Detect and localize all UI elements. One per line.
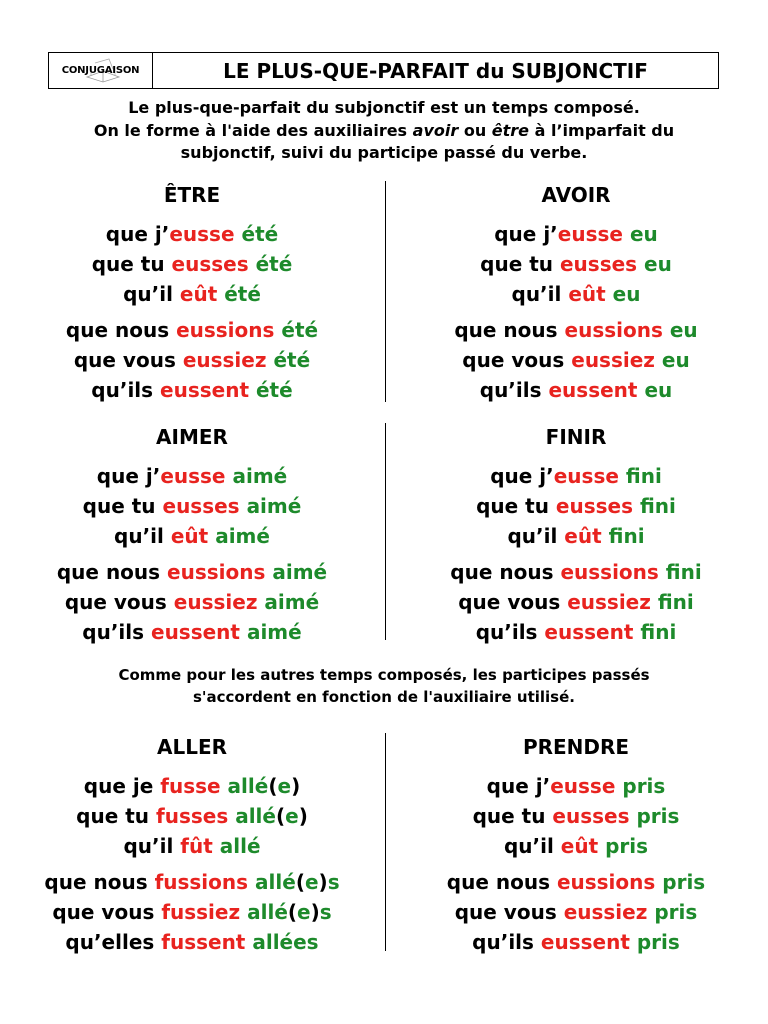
participle: allé( [235, 804, 286, 828]
verb-block-avoir [384, 183, 768, 405]
pronoun: qu’il [511, 282, 569, 306]
auxiliary: eussent [544, 620, 634, 644]
auxiliary: eusse [557, 222, 623, 246]
pronoun: que vous [64, 590, 174, 614]
agreement-mark: e [297, 900, 311, 924]
auxiliary: eussiez [571, 348, 655, 372]
auxiliary: eût [170, 524, 209, 548]
pronoun: que nous [454, 318, 565, 342]
auxiliary: eusses [552, 804, 630, 828]
pronoun: qu’elles [65, 930, 162, 954]
conjugation-row [384, 219, 768, 249]
conjugation-row [0, 249, 384, 279]
verb-block-prendre [384, 735, 768, 957]
space [619, 464, 626, 488]
pronoun: qu’il [114, 524, 171, 548]
space [630, 930, 637, 954]
agreement-note [0, 665, 768, 708]
auxiliary: fût [180, 834, 213, 858]
verb-block-finir [384, 425, 768, 647]
pronoun: qu’ils [91, 378, 161, 402]
conjugation-row [0, 897, 384, 927]
pronoun: qu’il [507, 524, 565, 548]
conjugation-rows [384, 771, 768, 957]
pronoun: qu’ils [479, 378, 549, 402]
verb-heading: AIMER [156, 425, 228, 449]
auxiliary: eût [179, 282, 218, 306]
pronoun: que nous [44, 870, 155, 894]
participle: )s [310, 900, 332, 924]
pronoun: que j’ [494, 222, 558, 246]
header-box [48, 52, 719, 89]
conjugation-row [0, 345, 384, 375]
auxiliary: eusse [160, 464, 226, 488]
conjugation-rows [0, 219, 384, 405]
agreement-mark: e [277, 774, 292, 798]
pronoun: que vous [454, 900, 564, 924]
auxiliary: eussions [167, 560, 266, 584]
agreement-mark: e [285, 804, 299, 828]
space [240, 620, 247, 644]
conjugation-row [384, 249, 768, 279]
auxiliary: fusse [160, 774, 221, 798]
verb-heading: FINIR [545, 425, 607, 449]
participle: pris [605, 834, 649, 858]
auxiliary: eusses [171, 252, 249, 276]
participle: été [255, 252, 293, 276]
conjugation-row [384, 345, 768, 375]
pronoun: que tu [76, 804, 156, 828]
auxiliary: eussent [548, 378, 638, 402]
conjugation-rows [384, 219, 768, 405]
page-title: LE PLUS-QUE-PARFAIT du SUBJONCTIF [223, 58, 648, 83]
participle: fini [608, 524, 645, 548]
auxiliary: eût [568, 282, 606, 306]
space [633, 494, 640, 518]
conjugation-row [384, 617, 768, 647]
pronoun: qu’ils [82, 620, 151, 644]
conjugation-rows [0, 771, 384, 957]
participle: eu [644, 378, 673, 402]
space [249, 252, 256, 276]
conjugaison-badge [49, 53, 153, 88]
badge-label: CONJUGAISON [61, 65, 140, 76]
pronoun: que vous [73, 348, 183, 372]
participle: été [273, 348, 311, 372]
pronoun: que j’ [486, 774, 551, 798]
space [235, 222, 242, 246]
conjugation-row [384, 897, 768, 927]
conjugation-row [384, 461, 768, 491]
verb-block-aimer [0, 425, 384, 647]
intro-paragraph [0, 97, 768, 165]
conjugation-row [0, 219, 384, 249]
pronoun: que j’ [105, 222, 170, 246]
intro-avoir: avoir [412, 120, 459, 140]
auxiliary: fussions [154, 870, 249, 894]
conjugation-row [0, 375, 384, 405]
conjugation-row [384, 587, 768, 617]
pronoun: que vous [52, 900, 162, 924]
participle: été [224, 282, 261, 306]
space [637, 252, 644, 276]
participle: eu [669, 318, 698, 342]
space [651, 590, 658, 614]
conjugation-row [384, 521, 768, 551]
space [623, 222, 630, 246]
pronoun: que tu [476, 494, 556, 518]
space [606, 282, 613, 306]
conjugation-row [0, 315, 384, 345]
space [213, 834, 220, 858]
participle: allé [219, 834, 261, 858]
participle: allé( [255, 870, 305, 894]
participle: eu [644, 252, 672, 276]
verb-heading: PRENDRE [522, 735, 630, 759]
pronoun: que nous [56, 560, 168, 584]
auxiliary: eussiez [563, 900, 648, 924]
space [659, 560, 666, 584]
participle: aimé [215, 524, 270, 548]
conjugation-row [0, 279, 384, 309]
pronoun: que tu [480, 252, 560, 276]
conjugation-row [384, 771, 768, 801]
conjugation-row [0, 461, 384, 491]
intro-text: On le forme à l'aide des auxiliaires [93, 120, 413, 140]
note-line-2: s'accordent en fonction de l'auxiliaire utilisé. [192, 687, 575, 706]
pronoun: que vous [462, 348, 572, 372]
auxiliary: eussions [176, 318, 275, 342]
participle: été [281, 318, 319, 342]
conjugation-row [384, 831, 768, 861]
auxiliary: eût [560, 834, 599, 858]
pronoun: que j’ [490, 464, 554, 488]
space [221, 774, 228, 798]
space [655, 348, 662, 372]
participle: fini [625, 464, 662, 488]
conjugation-row [384, 279, 768, 309]
auxiliary: eusses [559, 252, 638, 276]
auxiliary: eût [564, 524, 602, 548]
intro-line-2 [0, 120, 768, 143]
auxiliary: eussions [564, 318, 663, 342]
space [249, 378, 256, 402]
auxiliary: eussiez [182, 348, 267, 372]
participle: eu [661, 348, 690, 372]
space [240, 494, 247, 518]
conjugation-rows [384, 461, 768, 647]
verb-heading: AVOIR [541, 183, 611, 207]
participle: pris [622, 774, 666, 798]
auxiliary: fusses [156, 804, 229, 828]
participle: ) [298, 804, 308, 828]
participle: eu [629, 222, 658, 246]
conjugation-row [0, 801, 384, 831]
participle: eu [612, 282, 641, 306]
participle: été [241, 222, 279, 246]
auxiliary: eussent [151, 620, 240, 644]
auxiliary: eussiez [567, 590, 651, 614]
conjugation-row [0, 587, 384, 617]
pronoun: que nous [65, 318, 177, 342]
participle: été [255, 378, 293, 402]
note-line-1: Comme pour les autres temps composés, les participes passés [118, 666, 650, 684]
conjugation-row [0, 927, 384, 957]
conjugation-row [384, 927, 768, 957]
conjugation-row [0, 771, 384, 801]
participle: fini [657, 590, 694, 614]
pronoun: que tu [472, 804, 553, 828]
intro-line-1: Le plus-que-parfait du subjonctif est un temps composé. [128, 98, 640, 117]
auxiliary: eussent [540, 930, 630, 954]
auxiliary: eusses [555, 494, 634, 518]
pronoun: qu’ils [475, 620, 545, 644]
pronoun: qu’il [503, 834, 561, 858]
pronoun: que vous [458, 590, 568, 614]
auxiliary: fussent [161, 930, 246, 954]
conjugation-row [0, 491, 384, 521]
auxiliary: fussiez [161, 900, 241, 924]
pronoun: qu’il [123, 282, 180, 306]
participle: pris [636, 930, 680, 954]
verb-block-etre [0, 183, 384, 405]
auxiliary: eusses [162, 494, 240, 518]
verb-heading: ALLER [156, 735, 228, 759]
verb-heading: ÊTRE [163, 183, 221, 207]
auxiliary: eusse [553, 464, 619, 488]
participle: aimé [246, 494, 302, 518]
pronoun: que je [83, 774, 161, 798]
participle: )s [318, 870, 340, 894]
conjugation-row [384, 867, 768, 897]
pronoun: que nous [450, 560, 561, 584]
intro-text: à l’imparfait du [529, 120, 675, 140]
conjugation-row [0, 617, 384, 647]
intro-text: ou [458, 120, 492, 140]
pronoun: qu’ils [472, 930, 541, 954]
participle: pris [662, 870, 706, 894]
participle: pris [654, 900, 698, 924]
conjugation-row [384, 491, 768, 521]
participle: fini [665, 560, 702, 584]
pronoun: que tu [91, 252, 172, 276]
intro-etre: être [491, 120, 530, 140]
auxiliary: eussent [160, 378, 250, 402]
participle: aimé [272, 560, 328, 584]
participle: aimé [246, 620, 302, 644]
pronoun: que nous [446, 870, 557, 894]
verb-block-aller [0, 735, 384, 957]
pronoun: que j’ [96, 464, 161, 488]
auxiliary: eusse [169, 222, 235, 246]
space [663, 318, 670, 342]
participle: pris [636, 804, 680, 828]
space [248, 870, 255, 894]
auxiliary: eussiez [173, 590, 258, 614]
space [602, 524, 609, 548]
participle: allées [252, 930, 319, 954]
auxiliary: eussions [560, 560, 659, 584]
auxiliary: eussions [556, 870, 656, 894]
agreement-mark: e [304, 870, 319, 894]
participle: fini [639, 494, 676, 518]
conjugation-row [384, 801, 768, 831]
intro-line-3: subjonctif, suivi du participe passé du verbe. [180, 143, 588, 162]
participle: allé( [227, 774, 278, 798]
auxiliary: eusse [550, 774, 616, 798]
pronoun: que tu [82, 494, 163, 518]
pronoun: qu’il [123, 834, 181, 858]
conjugation-row [384, 315, 768, 345]
conjugation-row [0, 557, 384, 587]
conjugation-row [384, 375, 768, 405]
conjugation-rows [0, 461, 384, 647]
participle: allé( [247, 900, 298, 924]
conjugation-row [384, 557, 768, 587]
conjugation-row [0, 831, 384, 861]
participle: fini [640, 620, 677, 644]
conjugation-row [0, 867, 384, 897]
participle: aimé [264, 590, 320, 614]
participle: aimé [232, 464, 288, 488]
participle: ) [291, 774, 301, 798]
conjugation-row [0, 521, 384, 551]
